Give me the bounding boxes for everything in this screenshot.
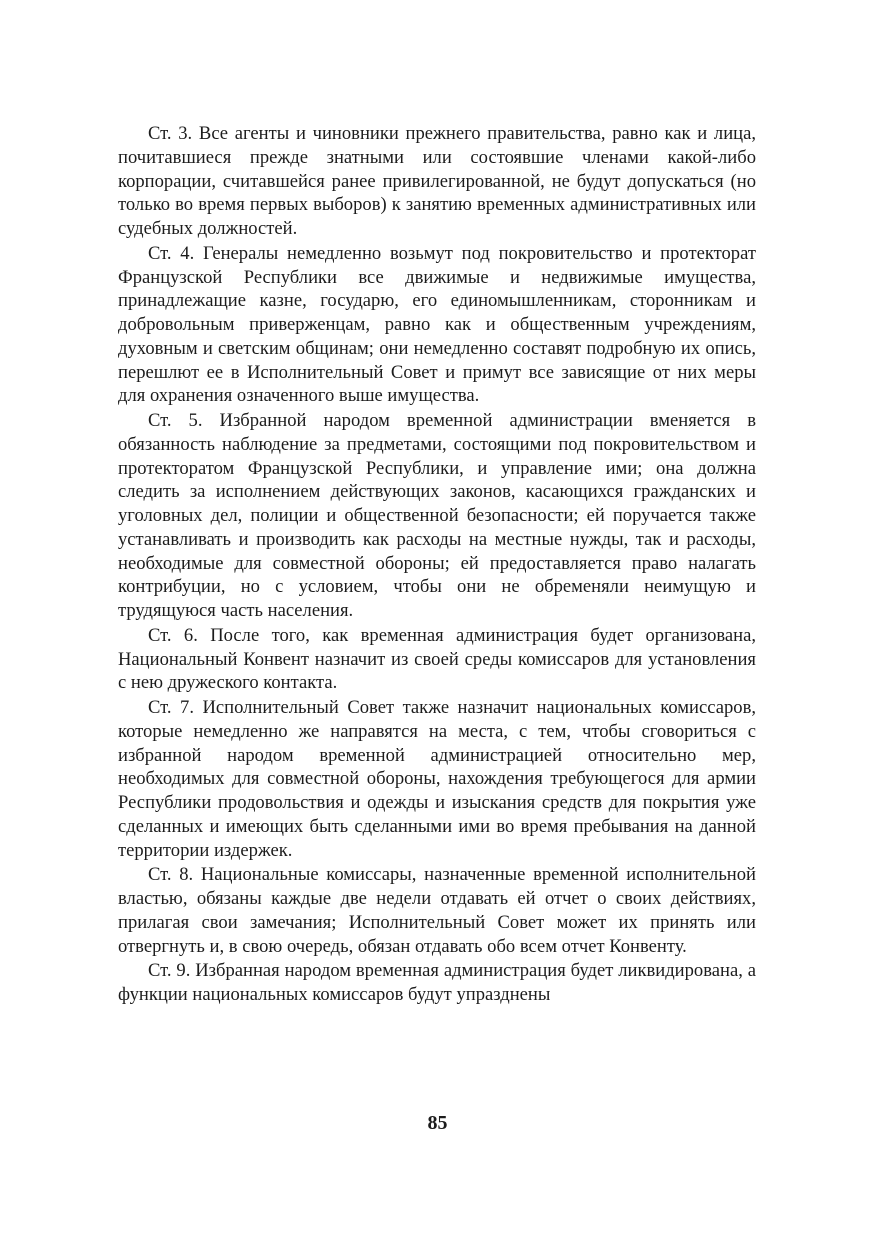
page-number: 85 xyxy=(427,1112,448,1134)
article-9: Ст. 9. Избранная народом временная администрация будет ликвидирована, а функции национальных комиссаров будут упразднены xyxy=(118,960,756,1005)
article-7: Ст. 7. Исполнительный Совет также назначит национальных комиссаров, которые немедленно же направятся на места, с тем, чтобы сговориться с избранной народом временной администрацией относительно мер, необходимых для совместной обороны, нахождения требующегося для армии Республики продовольствия и одежды и изыскания средств для покрытия уже сделанных и имеющих быть сделанными ими во время пребывания на данной территории издержек. xyxy=(118,697,756,861)
article-3: Ст. 3. Все агенты и чиновники прежнего правительства, равно как и лица, почитавшиеся прежде знатными или состоявшие членами какой-либо корпорации, считавшейся ранее привилегированной, не будут допускаться (но только во время первых выборов) к занятию временных административных или судебных должностей. xyxy=(118,123,756,239)
page-body xyxy=(118,122,756,1007)
article-8: Ст. 8. Национальные комиссары, назначенные временной исполнительной властью, обязаны каждые две недели отдавать ей отчет о своих действиях, прилагая свои замечания; Исполнительный Совет может их принять или отвергнуть и, в свою очередь, обязан отдавать обо всем отчет Конвенту. xyxy=(118,864,756,957)
article-5: Ст. 5. Избранной народом временной администрации вменяется в обязанность наблюдение за предметами, состоящими под покровительством и протекторатом Французской Республики, и управление ими; она должна следить за исполнением действующих законов, касающихся гражданских и уголовных дел, полиции и общественной безопасности; ей поручается также устанавливать и производить как расходы на местные нужды, так и расходы, необходимые для совместной обороны; ей предоставляется право налагать контрибуции, но с условием, чтобы они не обременяли неимущую и трудящуюся часть населения. xyxy=(118,410,756,621)
article-6: Ст. 6. После того, как временная администрация будет организована, Национальный Конвент назначит из своей среды комиссаров для установления с нею дружеского контакта. xyxy=(118,624,756,694)
article-4: Ст. 4. Генералы немедленно возьмут под покровительство и протекторат Французской Республики все движимые и недвижимые имущества, принадлежащие казне, государю, его единомышленникам, сторонникам и добровольным приверженцам, равно как и общественным учреждениям, духовным и светским общинам; они немедленно составят подробную их опись, перешлют ее в Исполнительный Совет и примут все зависящие от них меры для охранения означенного выше имущества. xyxy=(118,242,756,407)
